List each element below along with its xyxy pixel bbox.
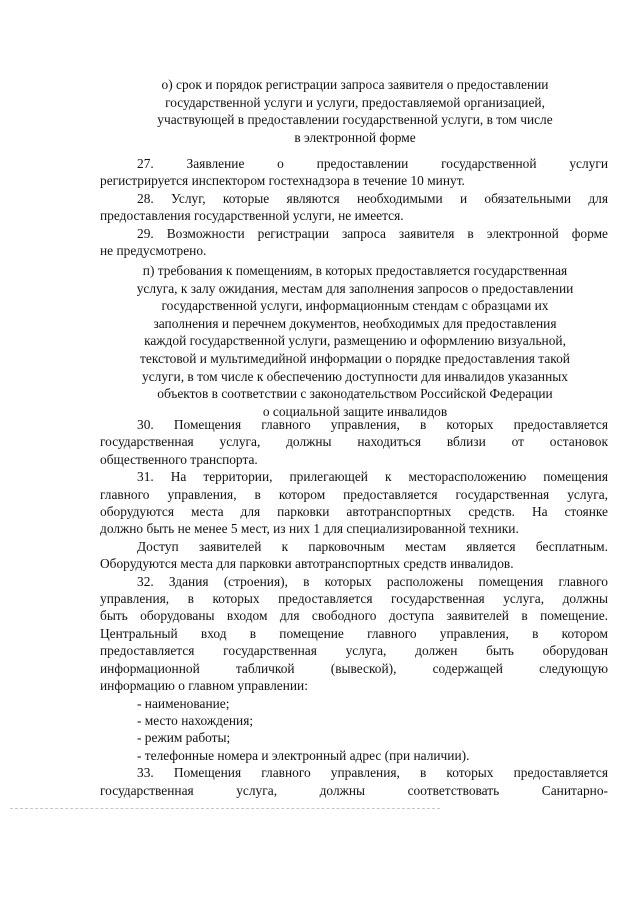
paragraph-line: не предусмотрено. [100,243,207,259]
heading-line: услуга, к залу ожидания, местам для заполнения запросов о предоставлении [136,280,574,296]
paragraph-33 [100,764,608,799]
list-item: - режим работы; [137,730,231,746]
paragraph-line: регистрируется инспектором гостехнадзора в течение 10 минут. [100,173,465,189]
paragraph-line: информацию о главном управлении: [100,678,308,694]
paragraph-30 [100,416,608,468]
heading-line: о социальной защите инвалидов [262,403,448,419]
list-item: - телефонные номера и электронный адрес (при наличии). [137,747,470,763]
paragraph-line: государственная услуга, должны находиться вблизи от остановок [100,434,608,450]
paragraph-line: главного управления, в котором предоставляется государственная услуга, [100,486,608,502]
paragraph-28 [100,190,608,225]
heading-line: государственной услуги, информационным стендам с образцами их [161,298,549,314]
paragraph-line: 32. Здания (строения), в которых расположены помещения главного [137,573,608,589]
paragraph-line: информационной табличкой (вывеской), содержащей следующую [100,660,608,676]
paragraph-line: общественного транспорта. [100,451,258,467]
paragraph-29 [100,225,608,260]
paragraph-line: предоставляется государственная услуга, должен быть оборудован [100,643,608,659]
paragraph-line: 28. Услуг, которые являются необходимыми и обязательными для [137,190,608,206]
paragraph-line: 29. Возможности регистрации запроса заявителя в электронной форме [137,225,608,241]
section-o-body [100,155,608,259]
section-p-body [100,416,608,799]
paragraph-line: Центральный вход в помещение главного управления, в котором [100,625,608,641]
paragraph-line: 30. Помещения главного управления, в которых предоставляется [137,417,608,432]
section-heading-p [100,262,610,420]
heading-line: каждой государственной услуги, размещению и оформлению визуальной, [144,333,566,349]
paragraph-27 [100,155,608,190]
heading-line: заполнения и перечнем документов, необходимых для предоставления [153,315,557,331]
paragraph-line: быть оборудованы входом для свободного доступа заявителей в помещение. [100,608,608,624]
info-list [100,695,608,765]
paragraph-line: предоставления государственной услуги, не имеется. [100,208,404,224]
paragraph-line: государственная услуга, должны соответствовать Санитарно- [100,782,608,798]
heading-line: государственной услуги и услуги, предоставляемой организацией, [165,94,545,110]
heading-line: объектов в соответствии с законодательством Российской Федерации [157,386,553,402]
heading-line: о) срок и порядок регистрации запроса заявителя о предоставлении [161,77,549,92]
heading-line: услуги, в том числе к обеспечению доступности для инвалидов указанных [142,368,568,384]
paragraph-line: 31. На территории, прилегающей к месторасположению помещения [137,469,608,485]
paragraph-line: Оборудуются места для парковки автотранспортных средств инвалидов. [100,556,514,572]
paragraph-access [100,538,608,573]
paragraph-31 [100,468,608,538]
paragraph-line: 27. Заявление о предоставлении государственной услуги [137,156,608,171]
paragraph-line: Доступ заявителей к парковочным местам является бесплатным. [137,538,608,554]
list-item: - место нахождения; [137,712,254,728]
section-heading-o [100,76,610,146]
heading-line: текстовой и мультимедийной информации о порядке предоставления такой [140,350,570,366]
paragraph-line: управления, в которых предоставляется государственная услуга, должны [100,591,608,607]
heading-line: участвующей в предоставлении государственной услуги, в том числе [157,112,553,128]
paragraph-line: оборудуются места для парковки автотранспортных средств. На стоянке [100,504,608,520]
list-item: - наименование; [137,695,230,711]
scan-artifact-line [10,808,440,809]
paragraph-32 [100,573,608,695]
heading-line: п) требования к помещениям, в которых предоставляется государственная [142,263,568,278]
heading-line: в электронной форме [294,129,416,145]
paragraph-line: должно быть не менее 5 мест, из них 1 для специализированной техники. [100,521,519,537]
paragraph-line: 33. Помещения главного управления, в которых предоставляется [137,765,608,781]
